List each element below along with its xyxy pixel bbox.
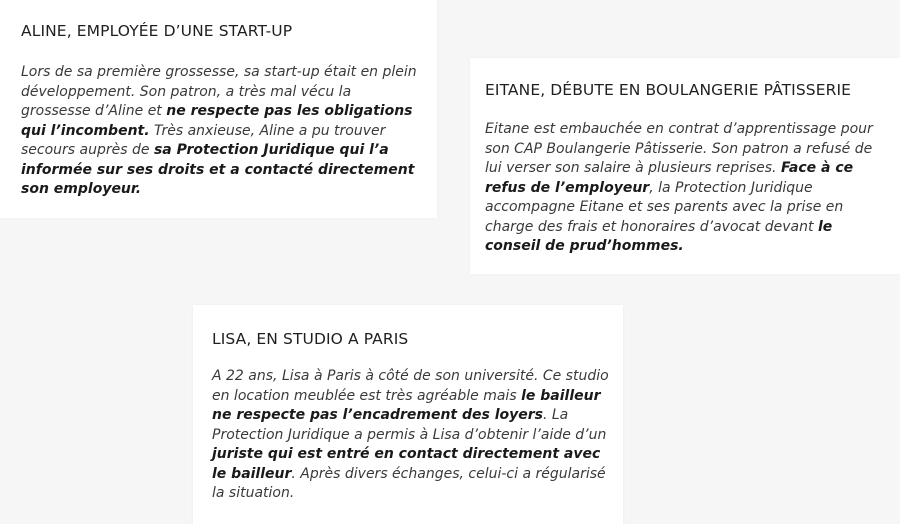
body-emphasis: le bailleur ne respecte pas l’encadrement des loyers (212, 387, 601, 423)
body-emphasis: ne respecte pas les obligations qui l’incombent. (21, 103, 413, 139)
body-text: Très anxieuse, Aline a pu trouver secours auprès de (21, 122, 386, 158)
card-body (21, 63, 421, 200)
body-emphasis: le conseil de prud’hommes. (485, 218, 833, 254)
body-emphasis: juriste qui est entré en contact directement avec le bailleur (212, 446, 601, 482)
card-title: ALINE, EMPLOYÉE D’UNE START-UP (21, 22, 293, 40)
card-title: LISA, EN STUDIO A PARIS (212, 330, 409, 348)
card-body (485, 120, 890, 257)
body-emphasis: Face à ce refus de l’employeur (485, 160, 854, 196)
body-text: . La Protection Juridique a permis à Lisa d’obtenir l’aide d’un (212, 407, 607, 443)
testimonial-card-lisa (193, 305, 623, 524)
testimonial-card-aline (0, 0, 437, 218)
body-text: Lors de sa première grossesse, sa start-up était en plein développement. Son patron, a très mal vécu la grossesse d’Aline et (21, 64, 417, 119)
body-emphasis: sa Protection Juridique qui l’a informée sur ses droits et a contacté directement son employeur. (21, 142, 415, 197)
card-body (212, 367, 617, 504)
body-text: Eitane est embauchée en contrat d’apprentissage pour son CAP Boulangerie Pâtisserie. Son patron a refusé de lui verser son salaire à plusieurs reprises. (485, 121, 873, 176)
card-title: EITANE, DÉBUTE EN BOULANGERIE PÂTISSERIE (485, 81, 852, 99)
body-text: A 22 ans, Lisa à Paris à côté de son université. Ce studio en location meublée est très agréable mais (212, 368, 609, 404)
body-text: , la Protection Juridique accompagne Eitane et ses parents avec la prise en charge des frais et honoraires d’avocat devant (485, 179, 844, 235)
testimonial-card-eitane (470, 58, 900, 274)
body-text: . Après divers échanges, celui-ci a régularisé la situation. (212, 465, 606, 501)
